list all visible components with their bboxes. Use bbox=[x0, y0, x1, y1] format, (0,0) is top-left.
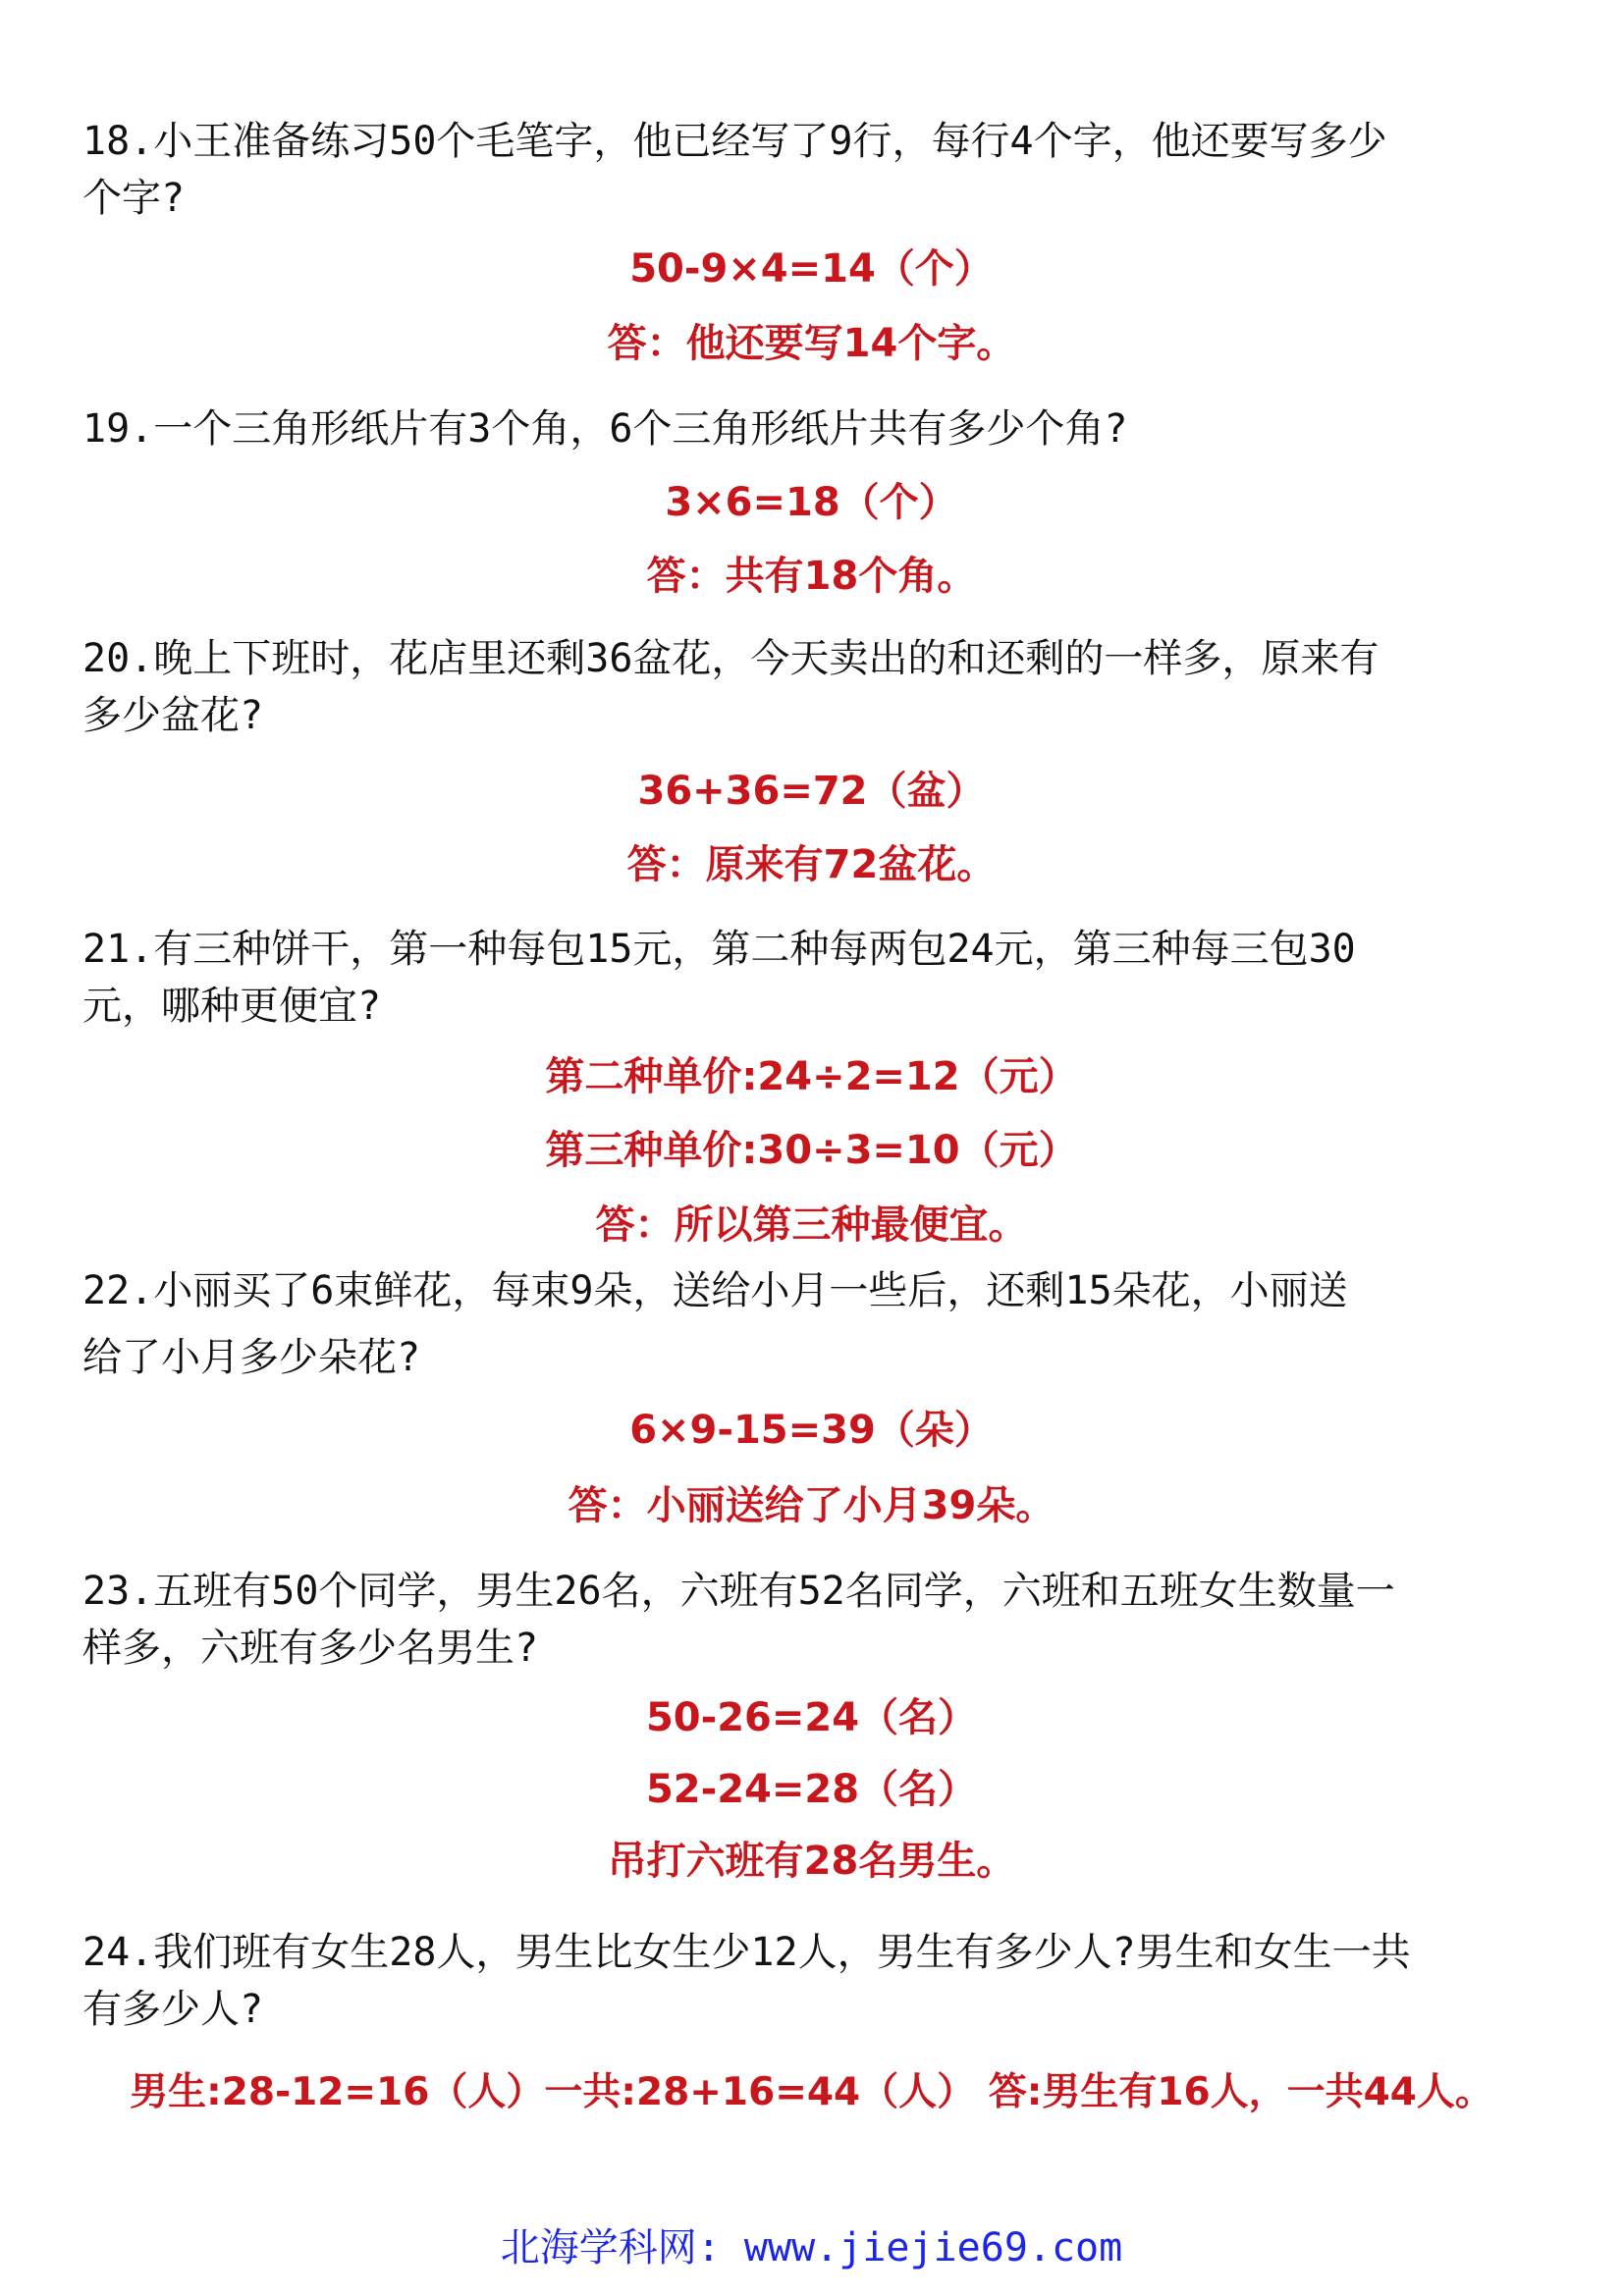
answer-20-reply: 答：原来有72盆花。 bbox=[626, 842, 997, 887]
question-24: 24.我们班有女生28人，男生比女生少12人，男生有多少人?男生和女生一共 有多少人? bbox=[82, 1930, 1411, 2032]
answer-21-calc-2: 第三种单价:30÷3=10（元） bbox=[545, 1128, 1078, 1173]
answer-18-calc: 50-9×4=14（个） bbox=[629, 246, 994, 292]
question-23: 23.五班有50个同学，男生26名，六班有52名同学，六班和五班女生数量一 样多，六班有多少名男生? bbox=[82, 1569, 1395, 1671]
answer-22-reply: 答：小丽送给了小月39朵。 bbox=[568, 1483, 1055, 1528]
answer-23-calc-1: 50-26=24（名） bbox=[645, 1695, 978, 1740]
answer-23-calc-2: 52-24=28（名） bbox=[645, 1767, 978, 1812]
answer-21-calc-1: 第二种单价:24÷2=12（元） bbox=[545, 1054, 1078, 1099]
question-21: 21.有三种饼干，第一种每包15元，第二种每两包24元，第三种每三包30 元，哪种更便宜? bbox=[82, 927, 1356, 1029]
question-20: 20.晚上下班时，花店里还剩36盆花，今天卖出的和还剩的一样多，原来有 多少盆花? bbox=[82, 636, 1380, 738]
answer-23-reply: 吊打六班有28名男生。 bbox=[607, 1839, 1016, 1884]
answer-18-reply: 答：他还要写14个字。 bbox=[607, 321, 1016, 366]
question-18: 18.小王准备练习50个毛笔字，他已经写了9行，每行4个字，他还要写多少 个字? bbox=[82, 119, 1387, 221]
footer-watermark: 北海学科网: www.jiejie69.com bbox=[500, 2225, 1123, 2270]
answer-19-calc: 3×6=18（个） bbox=[665, 480, 958, 525]
answer-22-calc: 6×9-15=39（朵） bbox=[629, 1408, 994, 1453]
answer-21-reply: 答：所以第三种最便宜。 bbox=[595, 1202, 1028, 1248]
answer-24: 男生:28-12=16（人）一共:28+16=44（人） 答:男生有16人，一共44人。 bbox=[130, 2070, 1493, 2114]
answer-19-reply: 答：共有18个角。 bbox=[646, 554, 977, 599]
answer-20-calc: 36+36=72（盆） bbox=[637, 769, 986, 814]
question-22: 22.小丽买了6束鲜花，每束9朵，送给小月一些后，还剩15朵花，小丽送 给了小月多少朵花? bbox=[82, 1268, 1348, 1380]
question-19: 19.一个三角形纸片有3个角，6个三角形纸片共有多少个角? bbox=[82, 406, 1128, 452]
